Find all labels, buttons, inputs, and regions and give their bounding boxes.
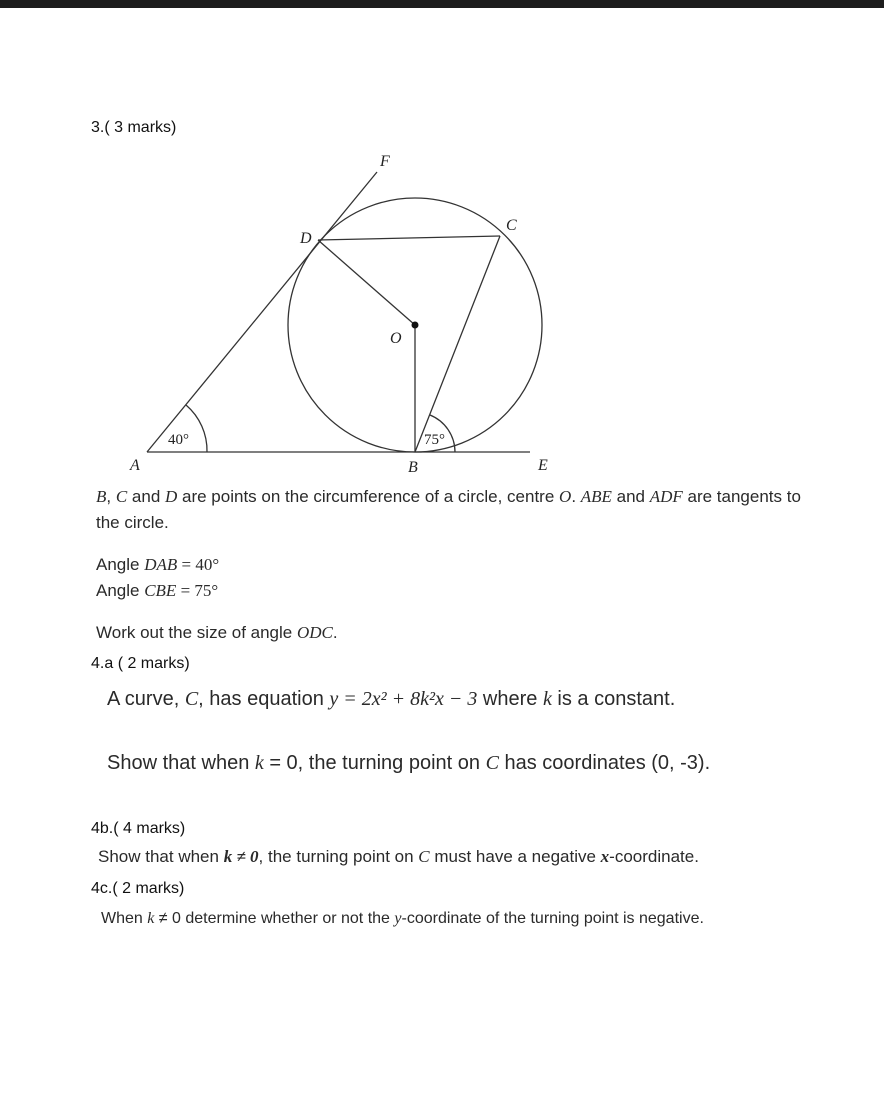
q3-description-line1: B, C and D are points on the circumference of a circle, centre O. ABE and ADF are tangents to <box>96 487 801 506</box>
label-c: C <box>506 217 517 234</box>
label-o: O <box>390 330 402 347</box>
q3-angle-cbe: Angle CBE = 75° <box>96 581 219 600</box>
q3-task: Work out the size of angle ODC. <box>96 623 338 642</box>
label-b: B <box>408 459 418 476</box>
label-f: F <box>380 153 390 170</box>
circle-tangent-diagram <box>0 0 884 480</box>
q4a-task: Show that when k = 0, the turning point on C has coordinates (0, -3). <box>107 752 711 774</box>
angle-label-b: 75° <box>424 432 445 448</box>
tangent-line-adf <box>147 172 377 452</box>
angle-arc-a <box>186 405 207 452</box>
q4c-task: When k ≠ 0 determine whether or not the y-coordinate of the turning point is negative. <box>101 910 704 927</box>
chord-dc <box>318 236 500 240</box>
q4a-heading: 4.a ( 2 marks) <box>91 655 190 672</box>
q3-description-line2: the circle. <box>96 513 169 532</box>
angle-label-a: 40° <box>168 432 189 448</box>
q4a-curve-equation: A curve, C, has equation y = 2x² + 8k²x − 3 where k is a constant. <box>107 688 676 710</box>
chord-cb <box>415 236 500 452</box>
label-e: E <box>538 457 548 474</box>
q4b-heading: 4b.( 4 marks) <box>91 820 186 837</box>
label-d: D <box>300 230 312 247</box>
q3-heading: 3.( 3 marks) <box>91 119 177 136</box>
q4c-heading: 4c.( 2 marks) <box>91 880 185 897</box>
label-a: A <box>130 457 140 474</box>
centre-point <box>412 322 419 329</box>
q4b-task: Show that when k ≠ 0, the turning point on C must have a negative x-coordinate. <box>98 847 699 866</box>
q3-angle-dab: Angle DAB = 40° <box>96 555 220 574</box>
radius-od <box>318 240 415 325</box>
